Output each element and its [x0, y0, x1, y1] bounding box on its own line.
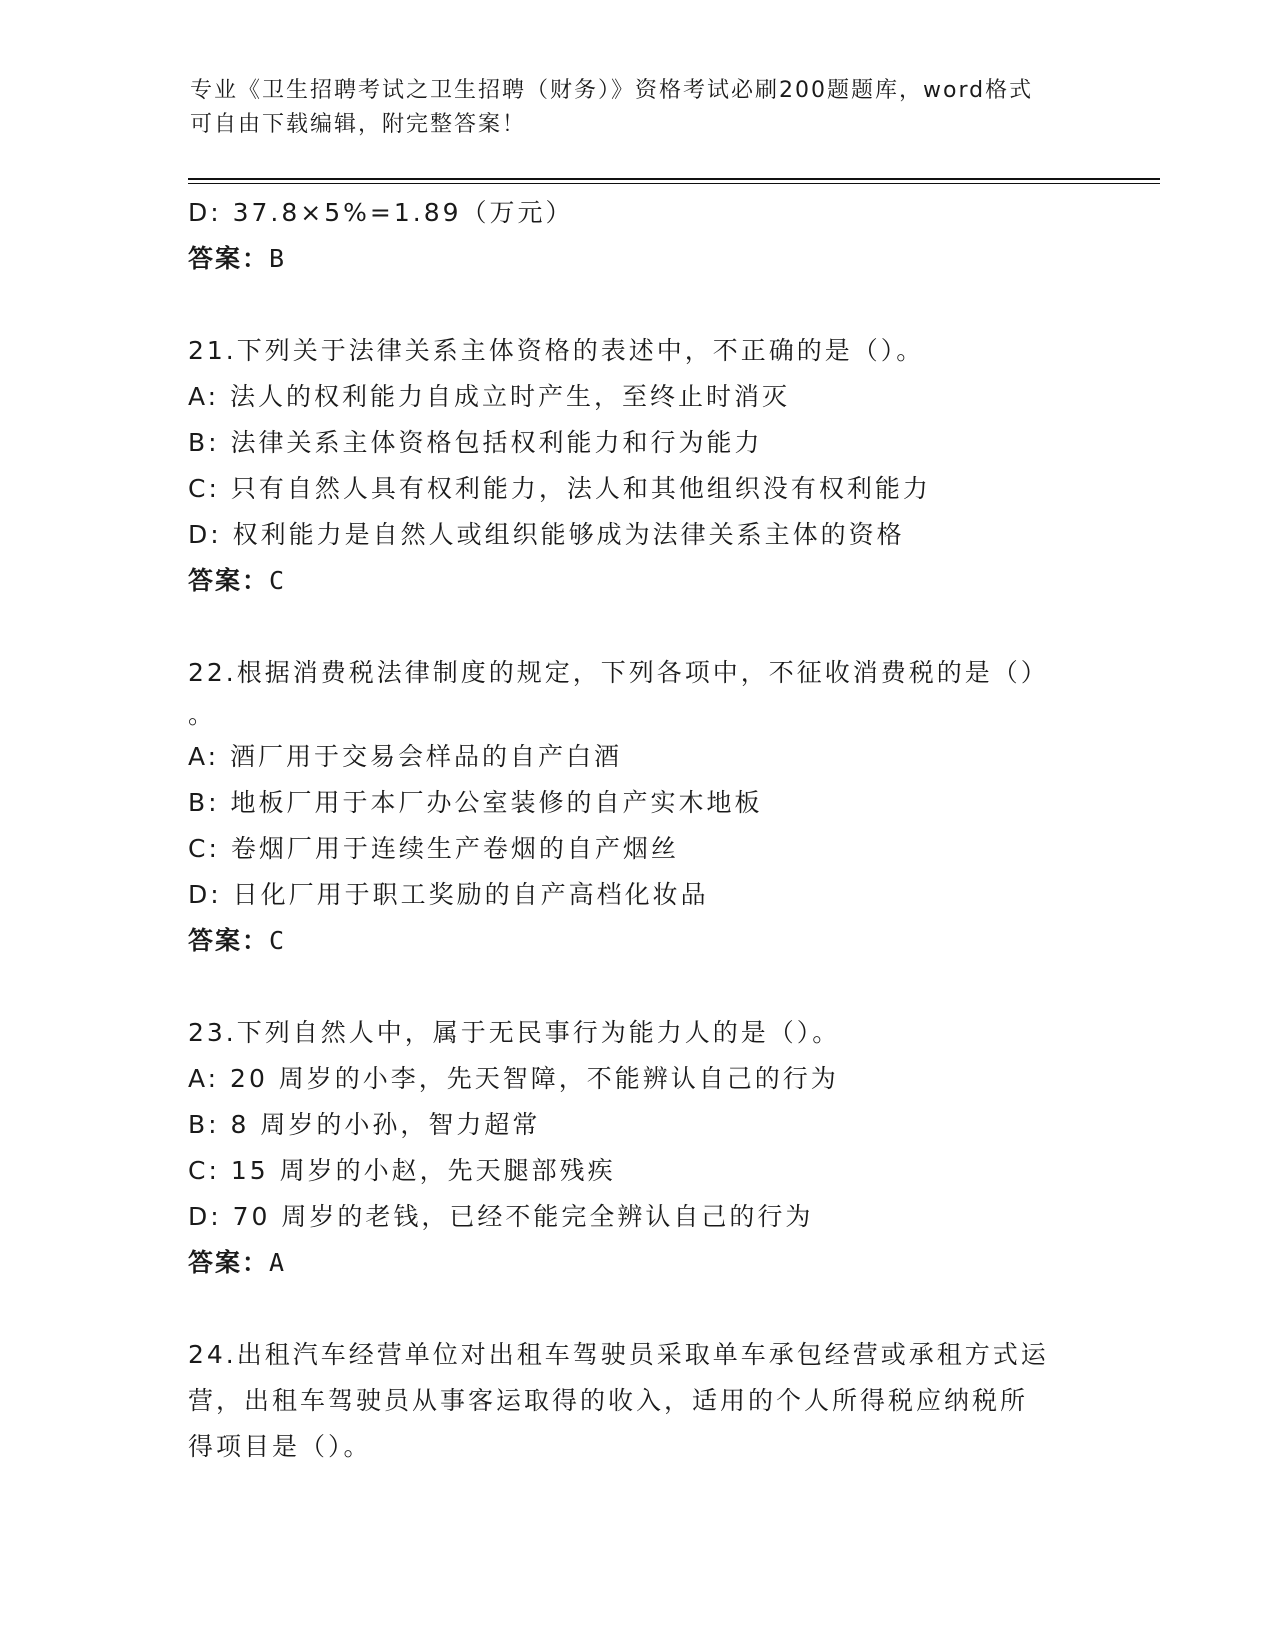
question-24: [188, 1332, 1088, 1470]
header-line-1: 专业《卫生招聘考试之卫生招聘（财务）》资格考试必刷200题题库，word格式: [190, 78, 1034, 103]
option-a: A: 法人的权利能力自成立时产生，至终止时消灭: [188, 382, 791, 411]
option-c: C: 15 周岁的小赵，先天腿部残疾: [188, 1156, 616, 1185]
spacer: [188, 604, 1088, 650]
answer-label: 答案：: [188, 566, 270, 595]
header-line-2: 可自由下载编辑，附完整答案！: [190, 112, 527, 137]
answer-label: 答案：: [188, 926, 270, 955]
question-stem: 23.下列自然人中，属于无民事行为能力人的是（）。: [188, 1018, 841, 1047]
answer-label: 答案：: [188, 1248, 270, 1277]
option-b: B: 法律关系主体资格包括权利能力和行为能力: [188, 428, 763, 457]
answer-label: 答案：: [188, 244, 270, 273]
option-a: A: 酒厂用于交易会样品的自产白酒: [188, 742, 623, 771]
option-c: C: 只有自然人具有权利能力，法人和其他组织没有权利能力: [188, 474, 931, 503]
option-c: C: 卷烟厂用于连续生产卷烟的自产烟丝: [188, 834, 679, 863]
answer-value: B: [269, 244, 287, 273]
question-stem: 21.下列关于法律关系主体资格的表述中，不正确的是（）。: [188, 336, 925, 365]
answer-value: C: [269, 566, 287, 595]
question-stem-line-2: 。: [188, 700, 217, 729]
option-d: D: 日化厂用于职工奖励的自产高档化妆品: [188, 880, 709, 909]
question-22: [188, 650, 1088, 964]
spacer: [188, 282, 1088, 328]
question-stem-line-2: 营，出租车驾驶员从事客运取得的收入，适用的个人所得税应纳税所: [188, 1386, 1029, 1415]
question-stem-line-1: 22.根据消费税法律制度的规定，下列各项中，不征收消费税的是（）: [188, 658, 1049, 687]
question-stem-line-3: 得项目是（）。: [188, 1432, 372, 1461]
question-stem-line-1: 24.出租汽车经营单位对出租车驾驶员采取单车承包经营或承租方式运: [188, 1340, 1049, 1369]
spacer: [188, 964, 1088, 1010]
answer: [188, 558, 1088, 604]
prev-option-d: D: 37.8×5%=1.89（万元）: [188, 198, 574, 227]
option-b: B: 8 周岁的小孙，智力超常: [188, 1110, 541, 1139]
page-header: [190, 74, 1090, 142]
header-divider-thick: [188, 178, 1160, 180]
question-23: [188, 1010, 1088, 1286]
document-body: [188, 190, 1088, 1470]
answer: [188, 1240, 1088, 1286]
answer-value: C: [269, 926, 287, 955]
option-a: A: 20 周岁的小李，先天智障，不能辨认自己的行为: [188, 1064, 839, 1093]
prev-answer: [188, 236, 1088, 282]
option-b: B: 地板厂用于本厂办公室装修的自产实木地板: [188, 788, 763, 817]
question-21: [188, 328, 1088, 604]
answer-value: A: [269, 1248, 287, 1277]
answer: [188, 918, 1088, 964]
option-d: D: 70 周岁的老钱，已经不能完全辨认自己的行为: [188, 1202, 814, 1231]
option-d: D: 权利能力是自然人或组织能够成为法律关系主体的资格: [188, 520, 905, 549]
spacer: [188, 1286, 1088, 1332]
header-divider-thin: [188, 183, 1160, 184]
